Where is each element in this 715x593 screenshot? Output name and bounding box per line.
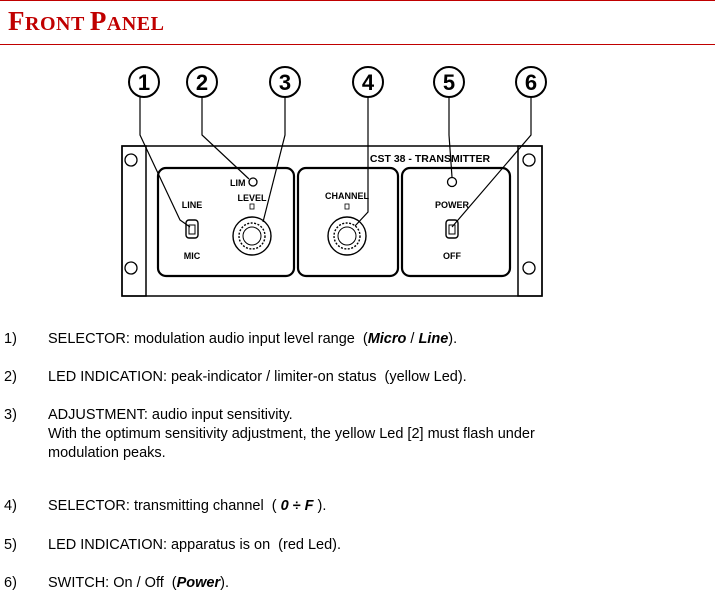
item-text: SELECTOR: modulation audio input level range (Micro / Line). — [48, 331, 458, 347]
label-line: LINE — [181, 200, 203, 210]
mount-hole-icon — [125, 154, 137, 166]
item-number: 6) — [4, 575, 17, 591]
mount-hole-icon — [125, 262, 137, 274]
title-initial-2: P — [89, 6, 107, 36]
power-led-icon — [448, 178, 457, 187]
svg-text:6: 6 — [524, 70, 538, 95]
channel-knob-icon — [328, 217, 366, 255]
svg-text:3: 3 — [278, 70, 292, 95]
section-header — [0, 0, 715, 45]
label-mic: MIC — [183, 251, 201, 261]
callout-3 — [270, 67, 300, 97]
item-text: ADJUSTMENT: audio input sensitivity. With the optimum sensitivity adjustment, the yellow Led [2] must flash under modulation peaks. — [48, 407, 535, 461]
item-number: 3) — [4, 407, 17, 423]
item-text: LED INDICATION: apparatus is on (red Led). — [48, 537, 342, 553]
channel-marker — [345, 204, 349, 209]
line-mic-toggle-icon — [186, 220, 198, 238]
channel-section — [298, 168, 398, 276]
item-number: 1) — [4, 331, 17, 347]
svg-text:5: 5 — [442, 70, 456, 95]
item-number: 5) — [4, 537, 17, 553]
svg-text:4: 4 — [361, 70, 375, 95]
device-label: CST 38 - TRANSMITTER — [369, 153, 491, 165]
lim-led-icon — [249, 178, 257, 186]
level-marker — [250, 204, 254, 209]
callout-4 — [353, 67, 383, 97]
svg-text:2: 2 — [195, 70, 209, 95]
front-panel-diagram — [100, 62, 560, 302]
item-text: SWITCH: On / Off (Power). — [48, 575, 229, 591]
title-rest-2: ANEL — [106, 13, 165, 35]
label-channel: CHANNEL — [325, 191, 369, 201]
callout-6 — [516, 67, 546, 97]
level-knob-icon — [233, 217, 271, 255]
callout-2 — [187, 67, 217, 97]
item-number: 4) — [4, 498, 17, 514]
item-text: LED INDICATION: peak-indicator / limiter-on status (yellow Led). — [48, 369, 467, 385]
item-number: 2) — [4, 369, 17, 385]
title-rest-1: RONT — [25, 13, 85, 35]
mount-hole-icon — [523, 262, 535, 274]
item-text: SELECTOR: transmitting channel ( 0 ÷ F ). — [48, 498, 327, 514]
label-power: POWER — [434, 200, 470, 210]
svg-text:1: 1 — [137, 70, 151, 95]
callout-1 — [129, 67, 159, 97]
label-level: LEVEL — [237, 193, 267, 203]
page-title — [8, 6, 165, 39]
label-lim: LIM — [230, 178, 246, 188]
label-off: OFF — [443, 251, 461, 261]
callout-5 — [434, 67, 464, 97]
mount-hole-icon — [523, 154, 535, 166]
input-section — [158, 168, 294, 276]
title-initial-1: F — [8, 6, 25, 36]
